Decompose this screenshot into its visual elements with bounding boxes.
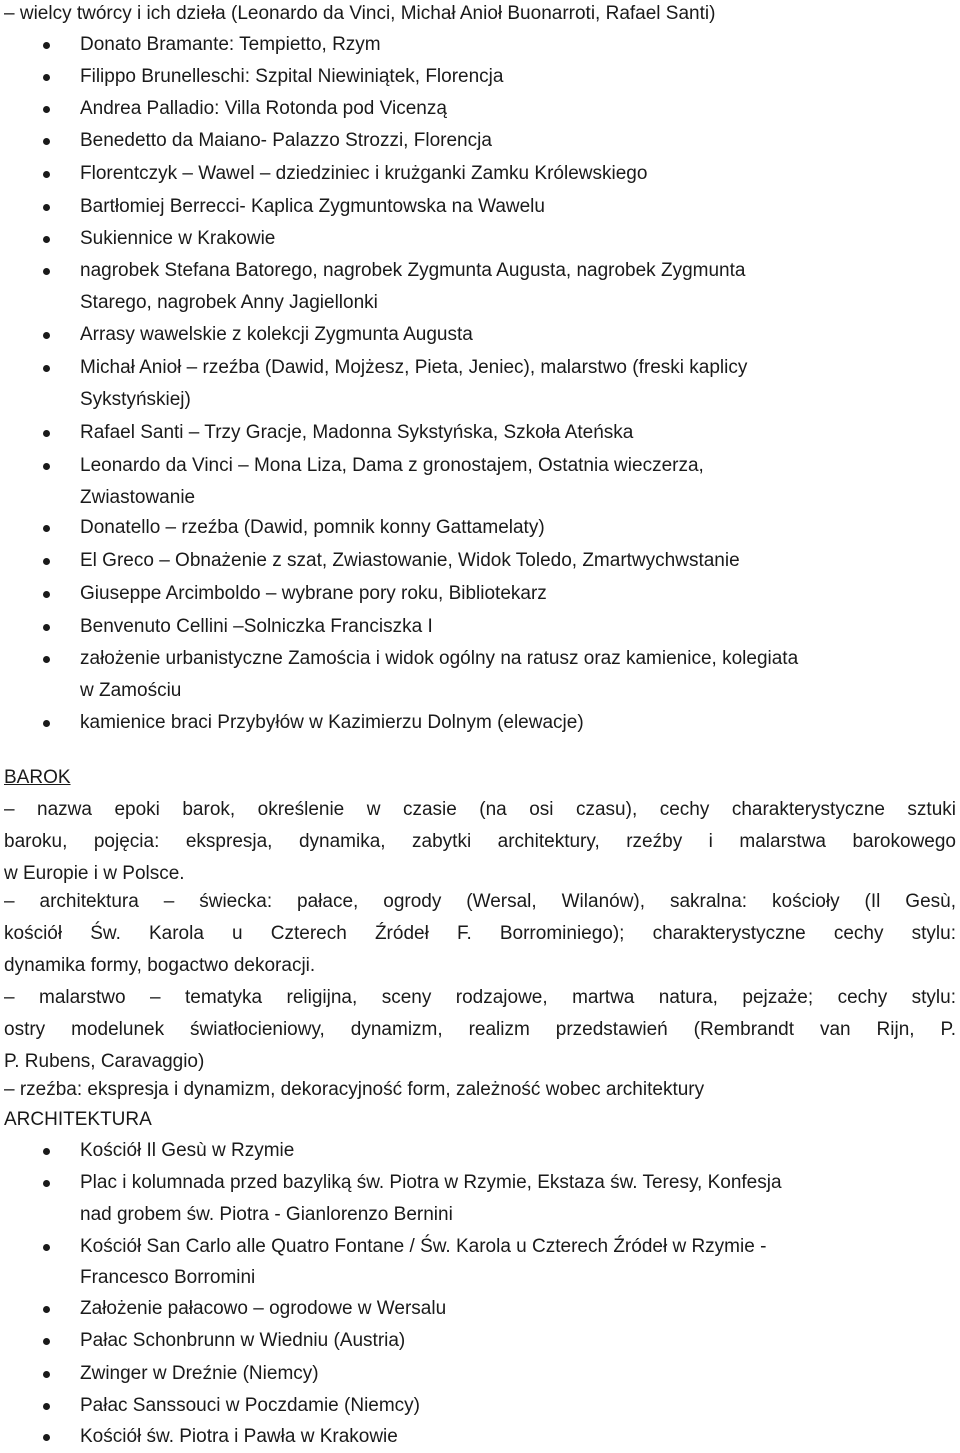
list-item: Rafael Santi – Trzy Gracje, Madonna Sykstyńska, Szkoła Ateńska <box>80 422 634 443</box>
bullet-icon <box>43 365 50 372</box>
bullet-icon <box>43 171 50 178</box>
list-item-continuation: w Zamościu <box>80 680 182 701</box>
list-item: Donato Bramante: Tempietto, Rzym <box>80 34 381 55</box>
list-item: Pałac Schonbrunn w Wiedniu (Austria) <box>80 1330 406 1351</box>
list-item: Leonardo da Vinci – Mona Liza, Dama z gronostajem, Ostatnia wieczerza, <box>80 455 704 476</box>
section-heading-barok: BAROK <box>4 767 71 788</box>
list-item: Benedetto da Maiano- Palazzo Strozzi, Florencja <box>80 130 492 151</box>
bullet-icon <box>43 42 50 49</box>
list-item: Florentczyk – Wawel – dziedziniec i krużganki Zamku Królewskiego <box>80 163 648 184</box>
list-item: Założenie pałacowo – ogrodowe w Wersalu <box>80 1298 447 1319</box>
bullet-icon <box>43 106 50 113</box>
renaissance-intro: – wielcy twórcy i ich dzieła (Leonardo da Vinci, Michał Anioł Buonarroti, Rafael Santi) <box>4 3 716 24</box>
list-item: Pałac Sanssouci w Poczdamie (Niemcy) <box>80 1395 421 1416</box>
paragraph-line: – rzeźba: ekspresja i dynamizm, dekoracyjność form, zależność wobec architektury <box>4 1079 705 1100</box>
paragraph-line: – architektura – świecka: pałace, ogrody (Wersal, Wilanów), sakralna: kościoły (Il Gesù, <box>4 891 956 912</box>
list-item: Bartłomiej Berrecci- Kaplica Zygmuntowska na Wawelu <box>80 196 545 217</box>
bullet-icon <box>43 268 50 275</box>
bullet-icon <box>43 624 50 631</box>
list-item: Giuseppe Arcimboldo – wybrane pory roku, Bibliotekarz <box>80 583 547 604</box>
list-item: Sukiennice w Krakowie <box>80 228 276 249</box>
list-item: Michał Anioł – rzeźba (Dawid, Mojżesz, Pieta, Jeniec), malarstwo (freski kaplicy <box>80 357 748 378</box>
bullet-icon <box>43 1180 50 1187</box>
list-item: Filippo Brunelleschi: Szpital Niewiniątek, Florencja <box>80 66 504 87</box>
bullet-icon <box>43 463 50 470</box>
section-heading-architektura: ARCHITEKTURA <box>4 1109 152 1130</box>
bullet-icon <box>43 74 50 81</box>
bullet-icon <box>43 1338 50 1345</box>
bullet-icon <box>43 204 50 211</box>
bullet-icon <box>43 1403 50 1410</box>
list-item-continuation: Starego, nagrobek Anny Jagiellonki <box>80 292 378 313</box>
paragraph-line: – malarstwo – tematyka religijna, sceny rodzajowe, martwa natura, pejzaże; cechy stylu: <box>4 987 956 1008</box>
paragraph-line: dynamika formy, bogactwo dekoracji. <box>4 955 316 976</box>
list-item: El Greco – Obnażenie z szat, Zwiastowanie, Widok Toledo, Zmartwychwstanie <box>80 550 740 571</box>
bullet-icon <box>43 1371 50 1378</box>
paragraph-line: – nazwa epoki barok, określenie w czasie (na osi czasu), cechy charakterystyczne sztuki <box>4 799 956 820</box>
list-item: Benvenuto Cellini –Solniczka Franciszka I <box>80 616 433 637</box>
paragraph-line: w Europie i w Polsce. <box>4 863 185 884</box>
list-item-continuation: nad grobem św. Piotra - Gianlorenzo Bernini <box>80 1204 453 1225</box>
list-item: założenie urbanistyczne Zamościa i widok ogólny na ratusz oraz kamienice, kolegiata <box>80 648 799 669</box>
bullet-icon <box>43 720 50 727</box>
list-item: Kościół Il Gesù w Rzymie <box>80 1140 295 1161</box>
bullet-icon <box>43 430 50 437</box>
list-item: Andrea Palladio: Villa Rotonda pod Vicenzą <box>80 98 447 119</box>
bullet-icon <box>43 332 50 339</box>
bullet-icon <box>43 656 50 663</box>
bullet-icon <box>43 138 50 145</box>
bullet-icon <box>43 236 50 243</box>
list-item: Kościół św. Piotra i Pawła w Krakowie <box>80 1426 398 1447</box>
list-item-continuation: Zwiastowanie <box>80 487 196 508</box>
list-item: Kościół San Carlo alle Quatro Fontane / Św. Karola u Czterech Źródeł w Rzymie - <box>80 1236 767 1257</box>
list-item-continuation: Sykstyńskiej) <box>80 389 191 410</box>
list-item: Donatello – rzeźba (Dawid, pomnik konny Gattamelaty) <box>80 517 545 538</box>
bullet-icon <box>43 1244 50 1251</box>
paragraph-line: kościół Św. Karola u Czterech Źródeł F. Borrominiego); charakterystyczne cechy stylu: <box>4 923 956 944</box>
bullet-icon <box>43 525 50 532</box>
list-item-continuation: Francesco Borromini <box>80 1267 256 1288</box>
list-item: Arrasy wawelskie z kolekcji Zygmunta Augusta <box>80 324 473 345</box>
paragraph-line: P. Rubens, Caravaggio) <box>4 1051 205 1072</box>
bullet-icon <box>43 1148 50 1155</box>
bullet-icon <box>43 558 50 565</box>
paragraph-line: ostry modelunek światłocieniowy, dynamizm, realizm przedstawień (Rembrandt van Rijn, P. <box>4 1019 956 1040</box>
list-item: kamienice braci Przybyłów w Kazimierzu Dolnym (elewacje) <box>80 712 584 733</box>
list-item: Zwinger w Dreźnie (Niemcy) <box>80 1363 319 1384</box>
bullet-icon <box>43 1434 50 1441</box>
list-item: nagrobek Stefana Batorego, nagrobek Zygmunta Augusta, nagrobek Zygmunta <box>80 260 746 281</box>
bullet-icon <box>43 1306 50 1313</box>
paragraph-line: baroku, pojęcia: ekspresja, dynamika, zabytki architektury, rzeźby i malarstwa barokowego <box>4 831 956 852</box>
bullet-icon <box>43 591 50 598</box>
list-item: Plac i kolumnada przed bazyliką św. Piotra w Rzymie, Ekstaza św. Teresy, Konfesja <box>80 1172 782 1193</box>
